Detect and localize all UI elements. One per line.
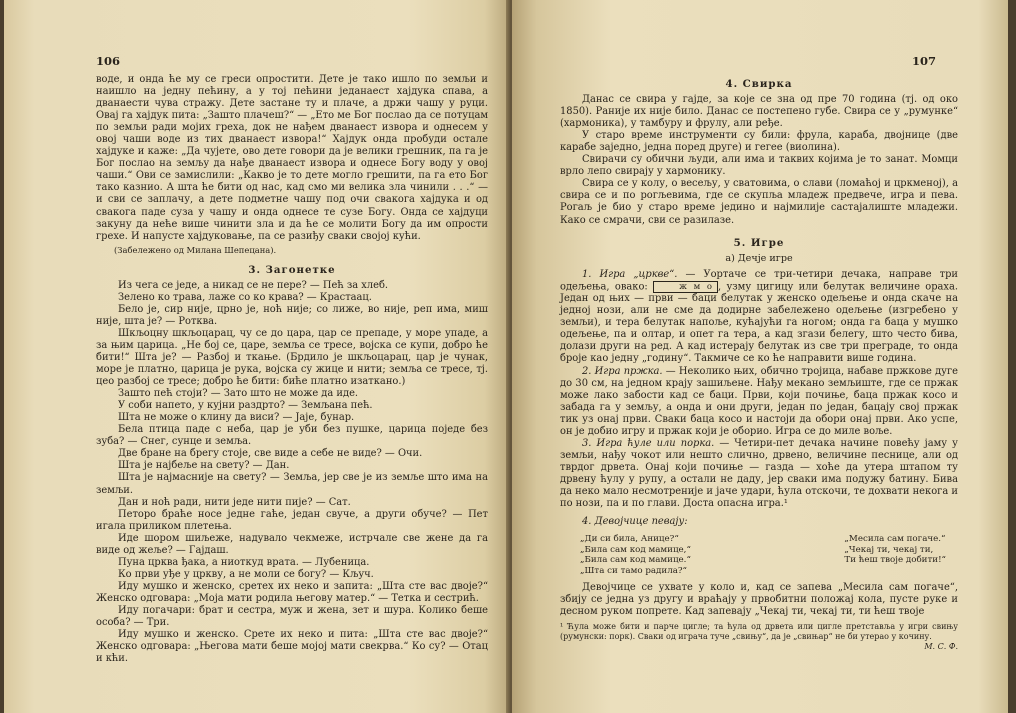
riddle-item: Две бране на брегу стоје, све виде а себе не виде? — Очи. [118,448,423,460]
riddle-item: Шкљоцну шкљоцарац, чу се до цара, цар се препаде, у море упаде, а за њим царица. „Не бој се, царе, земља се тресе, војска се купи, добро ће бити!“ Шта је? — Разбој и ткање. (Брдило је шкљоцарац, цар је чунак, море је платно, царица је рука, војска су жице и нити; земља се тресе, тј. цео разбој се тресе; добро ће бити: биће платно изаткано.) [96,327,488,388]
game-1-text-after: , узму цигицу или белутак величине ораха. Један од њих — први — баци белутак у женско одељење и онда скаче на једној нози, али не сме да додирне забележено одељење (изгребено у земљи), и тера белутак напоље, кућајући га ногом; онда га баца у мушко одељење, па и олтар, и опет га тера, а кад згази белегу, што често бива, долази други на ред. А кад истерају белутак из све три преграде, то онда броје као једну „годину“. Такмиче се ко ће направити више година. [560,281,959,365]
game-3-text: — Четири-пет дечака начине повећу јаму у земљи, нађу чокот или нешто слично, дрвено, величине песнице, али од тврдог дрвета. Онај који почиње — газда — хоће да утера штапом ту дрвену ћулу у рупу, а остали не даду, јер сваки има подужу батину. Бива да неко мало несмотреније и јаче удари, ћула отскочи, те дохвати некога и по нози, па и по глави. Доста опасна игра.¹ [560,437,958,510]
riddle-item: Петоро браће носе једне гаће, један свуче, а други обуче? — Пет игала приликом плетења. [96,508,488,532]
riddle-item: Из чега се једе, а никад се не пере? — Пећ за хлеб. [118,279,389,291]
song-line: Ти ћеш твоје добити!“ [844,555,946,566]
footnote [560,622,958,652]
game-1-text-before: — Уортаче се три-четири дечака, направе три одељења, овако: [560,268,959,293]
riddle-item: Бело је, сир није, црно је, ноћ није; со лиже, во није, реп има, миш није, шта је? — Ротква. [96,303,488,327]
song-line: „Чекај ти, чекај ти, [844,544,934,555]
music-heading: 4. Свирка [725,78,793,90]
song-verse-left [580,534,691,576]
game-1-title: 1. Игра „цркве“. [582,268,678,280]
game-4-text: Девојчице се ухвате у коло и, кад се запева „Месила сам погаче“, збију се једна уз другу и враћају у првобитни положај кола, пусте руке и десном руком попрете. Кад запевају „Чекај ти, чекај ти, ти ћеш твоје [560,582,958,618]
riddle-item: Шта је најбеље на свету? — Дан. [118,460,290,472]
song-line: „Била сам код мамице.“ [580,555,691,566]
song-line: „Шта си тамо радила?“ [580,565,687,576]
song-line: „Месила сам погаче.“ [844,534,946,545]
music-paragraph: Свира се у колу, о весељу, у сватовима, о слави (ломаћој и цркменој), а свира се и по рогљевима, где се скупља младеж предвече, игра и пева. Рогаљ је био у старо време једино и најмилије састајалиште младежи. Како се смрачи, сви се разилазе. [560,178,958,226]
game-2-text: — Неколико њих, обично тројица, набаве пржкове дуге до 30 см, на једном крају зашиљене. Нађу мекано земљиште, где се пржак може лако забости кад се баци. Први, који почиње, баца пржак косо и забада га у земљу, а онда и они други, један по један, бацају свој пржак тик уз онај први. Сваки баца косо и настоји да обори онај први. Ако успе, он је добио игру и пржак који је оборио. Игра се до миле воље. [560,365,958,437]
riddle-item: Зашто пећ стоји? — Зато што не може да иде. [118,388,359,400]
games-subheading: а) Дечје игре [725,252,793,264]
song-verses [580,534,946,576]
page-number-right: 107 [911,54,936,68]
game-1-paragraph [560,269,958,366]
source-note: (Забележено од Милана Шепецана). [114,244,277,255]
games-heading: 5. Игре [733,236,785,249]
game-2-title: 2. Игра пржка. [582,365,663,377]
music-paragraph: Свирачи су обични људи, али има и таквих којима је то занат. Момци врло лепо свирају у хармонику. [560,154,958,178]
riddles-heading: 3. Загонетке [248,263,336,276]
song-line: „Ди си била, Анице?“ [580,534,679,545]
riddle-item: Иде шором шиљеже, надувало чекмеже, истрчале све жене да га виде од жеље? — Гајдаш. [96,532,488,556]
riddle-item: Иду мушко и женско, сретех их неко и запита: „Шта сте вас двоје?“ Женско одговара: „Моја мати родила његову матер.“ — Тетка и сестрић. [96,580,488,604]
riddle-item: Иду мушко и женско. Срете их неко и пита: „Шта сте вас двоје?“ Женско одговара: „Његова мати беше мојој мати свекрва.“ Ко су? — Отац и кћи. [96,629,488,665]
right-page-text [560,78,958,652]
music-paragraph: Данас се свира у гајде, за које се зна од пре 70 година (тј. од око 1850). Раније их није било. Данас се постепено губе. Свира се у „румунке“ (хармоника), у тамбуру и фрулу, али ређе. [560,94,958,130]
story-paragraph: воде, и онда ће му се греси опростити. Дете је тако ишло по земљи и наишло на једну пећину, а у тој пећини једанаест хајдука спава, а дванаести чува стражу. Дете застане ту и плаче, а држи чашу у руци. Овај га хајдук пита: „Зашто плачеш?“ — „Ето ме Бог послао да се потуцам по земљи ради мојих греха, док не нађем дванаест извора и однесем у овој чаши воде из тих дванаест извора!“ Хајдук онда пробуди остале хајдуке и каже: „Да чујете, ово дете говори да је велики грешник, па га је Бог послао на земљу да нађе дванаест извора и однесе Богу воду у овој чаши.“ Ови се замислили: „Какво је то дете могло грешити, па га ето Бог тако казнио. А шта ће бити од нас, кад смо ми велика зла чинили . . .“ — и сви се заплачу, а дете подметне чашу под очи свакога хајдука и од свакога паде суза у чашу и онда однесе те сузе Богу. Онда се хајдуци закуну да неће више чинити зла и да ће се молити Богу да им опрости грехе. И напусте хајдуковање, па се разиђу сваки својој кући. [96,74,489,242]
game-4-title: 4. Девојчице певају: [582,516,688,528]
left-page-text [96,74,488,665]
riddle-item: Дан и ноћ ради, нити једе нити пије? — Сат. [118,496,351,508]
riddle-item: У соби напето, у кујни раздрто? — Земљана пећ. [118,400,373,412]
riddle-item: Шта не може о клину да виси? — Јаје, бунар. [118,412,355,424]
riddles-list [96,280,488,666]
game-2-paragraph [560,366,958,438]
riddle-item: Шта је најмасније на свету? — Земља, јер све је из земље што има на земљи. [96,472,488,496]
riddle-item: Бела птица паде с неба, цар је уби без пушке, царица поједе без зуба? — Снег, сунце и земља. [96,424,488,448]
game-3-paragraph [560,438,958,510]
song-line: „Била сам код мамице,“ [580,544,691,555]
game-3-title: 3. Игра ћуле или порка. [582,437,715,449]
riddle-item: Ко први уђе у цркву, а не моли се богу? — Кључ. [118,568,374,580]
game-1-diagram: ж м о [653,281,718,293]
footnote-signature: М. С. Ф. [924,642,958,652]
left-page [4,0,510,713]
music-paragraph: У старо време инструменти су били: фрула, карабa, двојнице (две карабе заједно, једна поред друге) и гегеe (виолина). [560,130,958,154]
riddle-item: Зелено ко трава, лаже со ко крава? — Крастаац. [118,291,372,303]
riddle-item: Иду погачари: брат и сестра, муж и жена, зет и шура. Колико беше особа? — Три. [96,604,488,629]
song-verse-right [844,534,946,576]
footnote-text: ¹ Ћула може бити и парче цигле; та ћула од дрвета или цигле претставља у игри свињу (румунски: порк). Сваки од играча туче „свињу“, да је „свињар“ не би утерао у кочину. [560,622,958,642]
right-page [512,0,1008,713]
riddle-item: Пуна црква ђака, а ниоткуд врата. — Лубеница. [118,556,370,568]
page-number-left: 106 [96,54,121,68]
